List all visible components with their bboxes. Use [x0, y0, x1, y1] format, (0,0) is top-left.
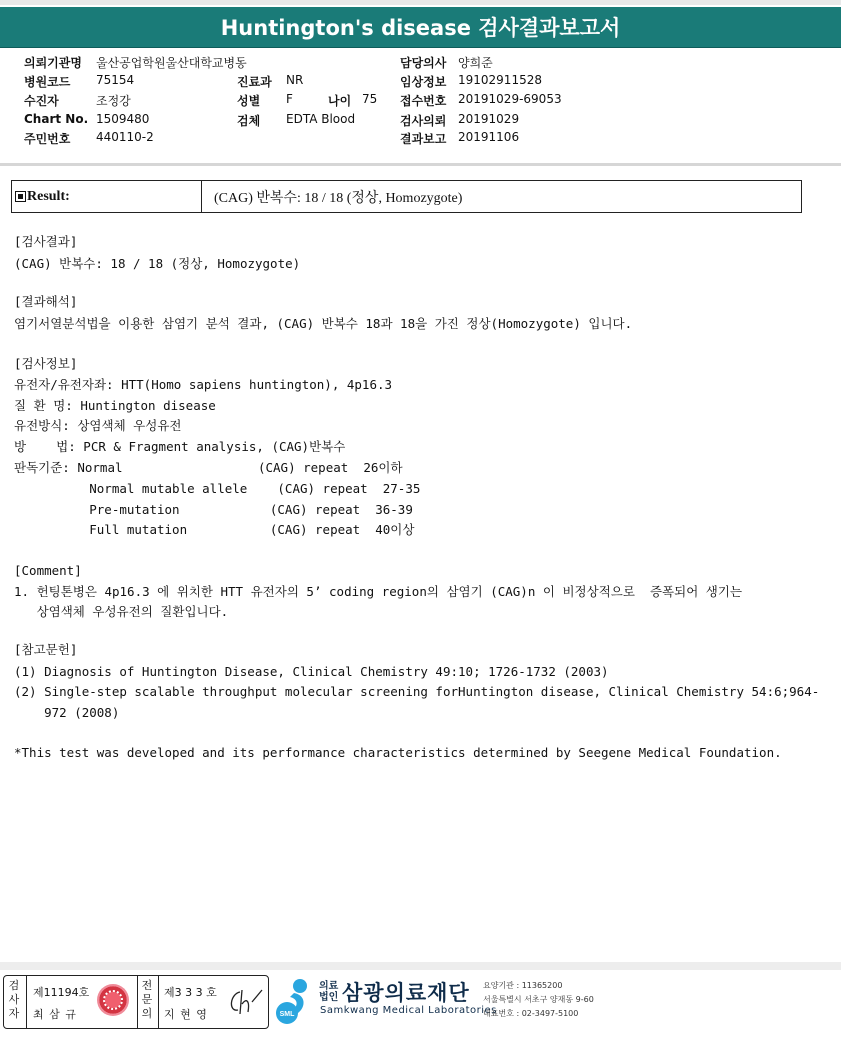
result-label: Result:: [27, 188, 70, 204]
text-line: 방 법: PCR & Fragment analysis, (CAG)반복수: [14, 439, 346, 454]
specimen-value: EDTA Blood: [286, 112, 356, 126]
top-border: [0, 0, 841, 5]
sex-label: 성별: [237, 94, 261, 108]
text-line: (CAG) 반복수: 18 / 18 (정상, Homozygote): [14, 256, 301, 271]
text-line: Normal mutable allele (CAG) repeat 27-35: [14, 481, 421, 496]
sml-logo-icon: [272, 977, 318, 1025]
institution-label: 의뢰기관명: [24, 56, 82, 70]
text-line: 1. 헌팅톤병은 4p16.3 에 위치한 HTT 유전자의 5’ coding region의 삼염기 (CAG)n 이 비정상적으로 증폭되어 생기는: [14, 584, 743, 599]
tester-vertical-label: 검 사 자: [8, 979, 20, 1020]
checkbox-icon: [15, 191, 26, 202]
text-line: 유전방식: 상염색체 우성유전: [14, 418, 182, 433]
patient-info: [24, 54, 824, 154]
section-heading: [참고문헌]: [14, 642, 78, 657]
text-line: 염기서열분석법을 이용한 삼염기 분석 결과, (CAG) 반복수 18과 18을 가진 정상(Homozygote) 입니다.: [14, 316, 633, 331]
divider: [137, 976, 138, 1028]
doctor-label: 담당의사: [400, 56, 447, 70]
patient-value: 조정강: [96, 94, 131, 108]
company-logo: [270, 975, 830, 1027]
text-line: 질 환 명: Huntington disease: [14, 398, 216, 413]
seal-stamp-icon: [97, 984, 129, 1016]
dept-label: 진료과: [237, 75, 272, 89]
logo-badge: SML: [279, 1011, 295, 1018]
section-heading: [결과해석]: [14, 294, 78, 309]
clinical-label: 임상정보: [400, 75, 447, 89]
text-line: 972 (2008): [14, 705, 120, 720]
text-line: 상염색체 우성유전의 질환입니다.: [14, 604, 229, 619]
divider: [158, 976, 159, 1028]
chart-label: Chart No.: [24, 112, 89, 126]
hospital-code-label: 병원코드: [24, 75, 71, 89]
result-label-cell: [12, 181, 202, 212]
footer-divider: [0, 962, 841, 970]
age-value: 75: [362, 92, 378, 106]
tester-license: 제11194호: [33, 986, 90, 999]
text-line: (2) Single-step scalable throughput molecular screening forHuntington disease, Clinical Chemistry 54:6;964-: [14, 684, 820, 699]
patient-label: 수진자: [24, 94, 59, 108]
hospital-code-value: 75154: [96, 73, 135, 87]
institution-value: 울산공업학원울산대학교병동: [96, 56, 247, 70]
divider: [26, 976, 27, 1028]
specialist-vertical-label: 전 문 의: [141, 979, 153, 1020]
logo-name: 삼광의료재단: [342, 981, 470, 1005]
company-address: 요양기관 : 11365200 서울특별시 서초구 양재동 9-60 대표번호 : 02-3497-5100: [483, 981, 594, 1018]
resident-label: 주민번호: [24, 132, 71, 146]
report-date-value: 20191106: [458, 130, 520, 144]
age-label: 나이: [328, 94, 352, 108]
sex-value: F: [286, 92, 293, 106]
specialist-license: 제3 3 3 호: [164, 986, 217, 999]
specimen-label: 검체: [237, 114, 261, 128]
logo-corp-label: 의료 법인: [319, 981, 339, 1003]
logo-english: Samkwang Medical Laboratories: [320, 1005, 497, 1016]
result-value: (CAG) 반복수: 18 / 18 (정상, Homozygote): [214, 190, 463, 206]
dept-value: NR: [286, 73, 304, 87]
clinical-value: 19102911528: [458, 73, 542, 87]
text-line: 판독기준: Normal (CAG) repeat 26이하: [14, 460, 403, 475]
request-value: 20191029: [458, 112, 520, 126]
signature-box: [3, 975, 269, 1029]
divider: [0, 163, 841, 166]
text-line: 유전자/유전자좌: HTT(Homo sapiens huntington), 4p16.3: [14, 377, 393, 392]
section-heading: [검사결과]: [14, 234, 78, 249]
text-line: (1) Diagnosis of Huntington Disease, Clinical Chemistry 49:10; 1726-1732 (2003): [14, 664, 609, 679]
resident-value: 440110-2: [96, 130, 154, 144]
receipt-label: 접수번호: [400, 94, 447, 108]
text-line: Pre-mutation (CAG) repeat 36-39: [14, 502, 413, 517]
doctor-value: 양희준: [458, 56, 493, 70]
chart-value: 1509480: [96, 112, 150, 126]
report-title: Huntington's disease 검사결과보고서: [0, 7, 841, 48]
text-line: *This test was developed and its performance characteristics determined by Seegene Medical Foundation.: [14, 745, 782, 760]
specialist-name: 지 현 영: [164, 1008, 208, 1021]
section-heading: [검사정보]: [14, 356, 78, 371]
section-heading: [Comment]: [14, 563, 82, 578]
tester-name: 최 삼 규: [33, 1008, 77, 1021]
report-date-label: 결과보고: [400, 132, 447, 146]
receipt-value: 20191029-69053: [458, 92, 562, 106]
request-label: 검사의뢰: [400, 114, 447, 128]
text-line: Full mutation (CAG) repeat 40이상: [14, 522, 415, 537]
result-box: [11, 180, 802, 213]
signature-icon: [226, 986, 264, 1018]
